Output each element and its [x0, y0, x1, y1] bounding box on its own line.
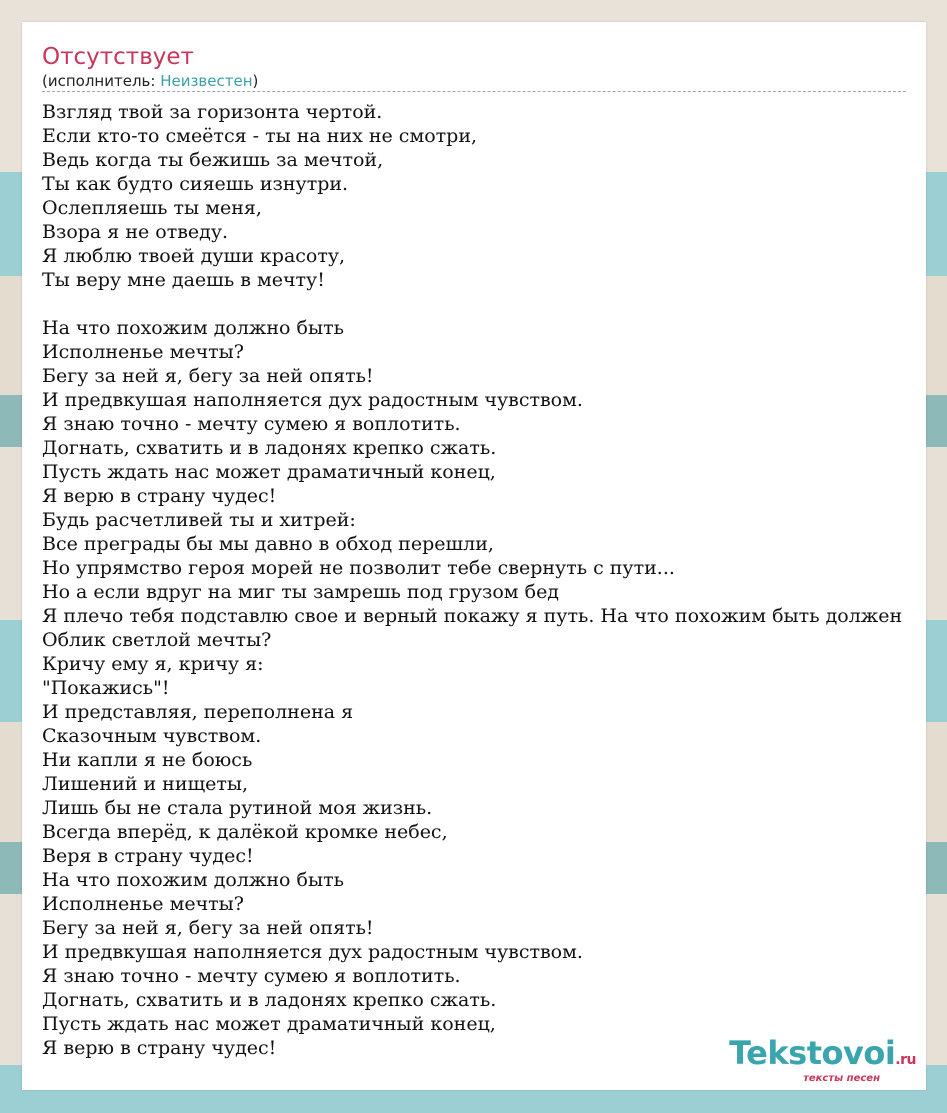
performer-prefix: (исполнитель: — [42, 72, 161, 90]
lyrics-text: Взгляд твой за горизонта чертой. Если кто-то смеётся - ты на них не смотри, Ведь когда ты бежишь за мечтой, Ты как будто сияешь изнутри. Ослепляешь ты меня, Взора я не отведу. Я люблю твоей души красоту, Ты веру мне даешь в мечту! На что похожим должно быть Исполненье мечты? Бегу за ней я, бегу за ней опять! И предвкушая наполняется дух радостным чувством. Я знаю точно - мечту сумею я воплотить. Догнать, схватить и в ладонях крепко сжать. Пусть ждать нас может драматичный конец, Я верю в страну чудес! Будь расчетливей ты и хитрей: Все преграды бы мы давно в обход перешли, Но упрямство героя морей не позволит тебе свернуть с пути... Но а если вдруг на миг ты замрешь под грузом бед Я плечо тебя подставлю свое и верный покажу я путь. На что похожим быть должен Облик светлой мечты? Кричу ему я, кричу я: "Покажись"! И представляя, переполнена я Сказочным чувством. Ни капли я не боюсь Лишений и нищеты, Лишь бы не стала рутиной моя жизнь. Всегда вперёд, к далёкой кромке небес, Веря в страну чудес! На что похожим должно быть Исполненье мечты? Бегу за ней я, бегу за ней опять! И предвкушая наполняется дух радостным чувством. Я знаю точно - мечту сумею я воплотить. Догнать, схватить и в ладонях крепко сжать. Пусть ждать нас может драматичный конец, Я верю в страну чудес! — [42, 101, 903, 1059]
logo-main-text: Tekstovoi — [729, 1034, 896, 1072]
performer-line — [42, 72, 906, 90]
performer-suffix: ) — [252, 72, 259, 90]
logo-wordmark — [729, 1036, 916, 1077]
logo-tld: .ru — [895, 1052, 916, 1068]
lyrics-card — [22, 22, 926, 1090]
logo-tagline: тексты песен — [803, 1073, 880, 1084]
performer-link[interactable]: Неизвестен — [160, 72, 253, 90]
song-title: Отсутствует — [42, 44, 194, 70]
site-logo[interactable] — [729, 1036, 916, 1084]
song-header — [42, 42, 906, 92]
